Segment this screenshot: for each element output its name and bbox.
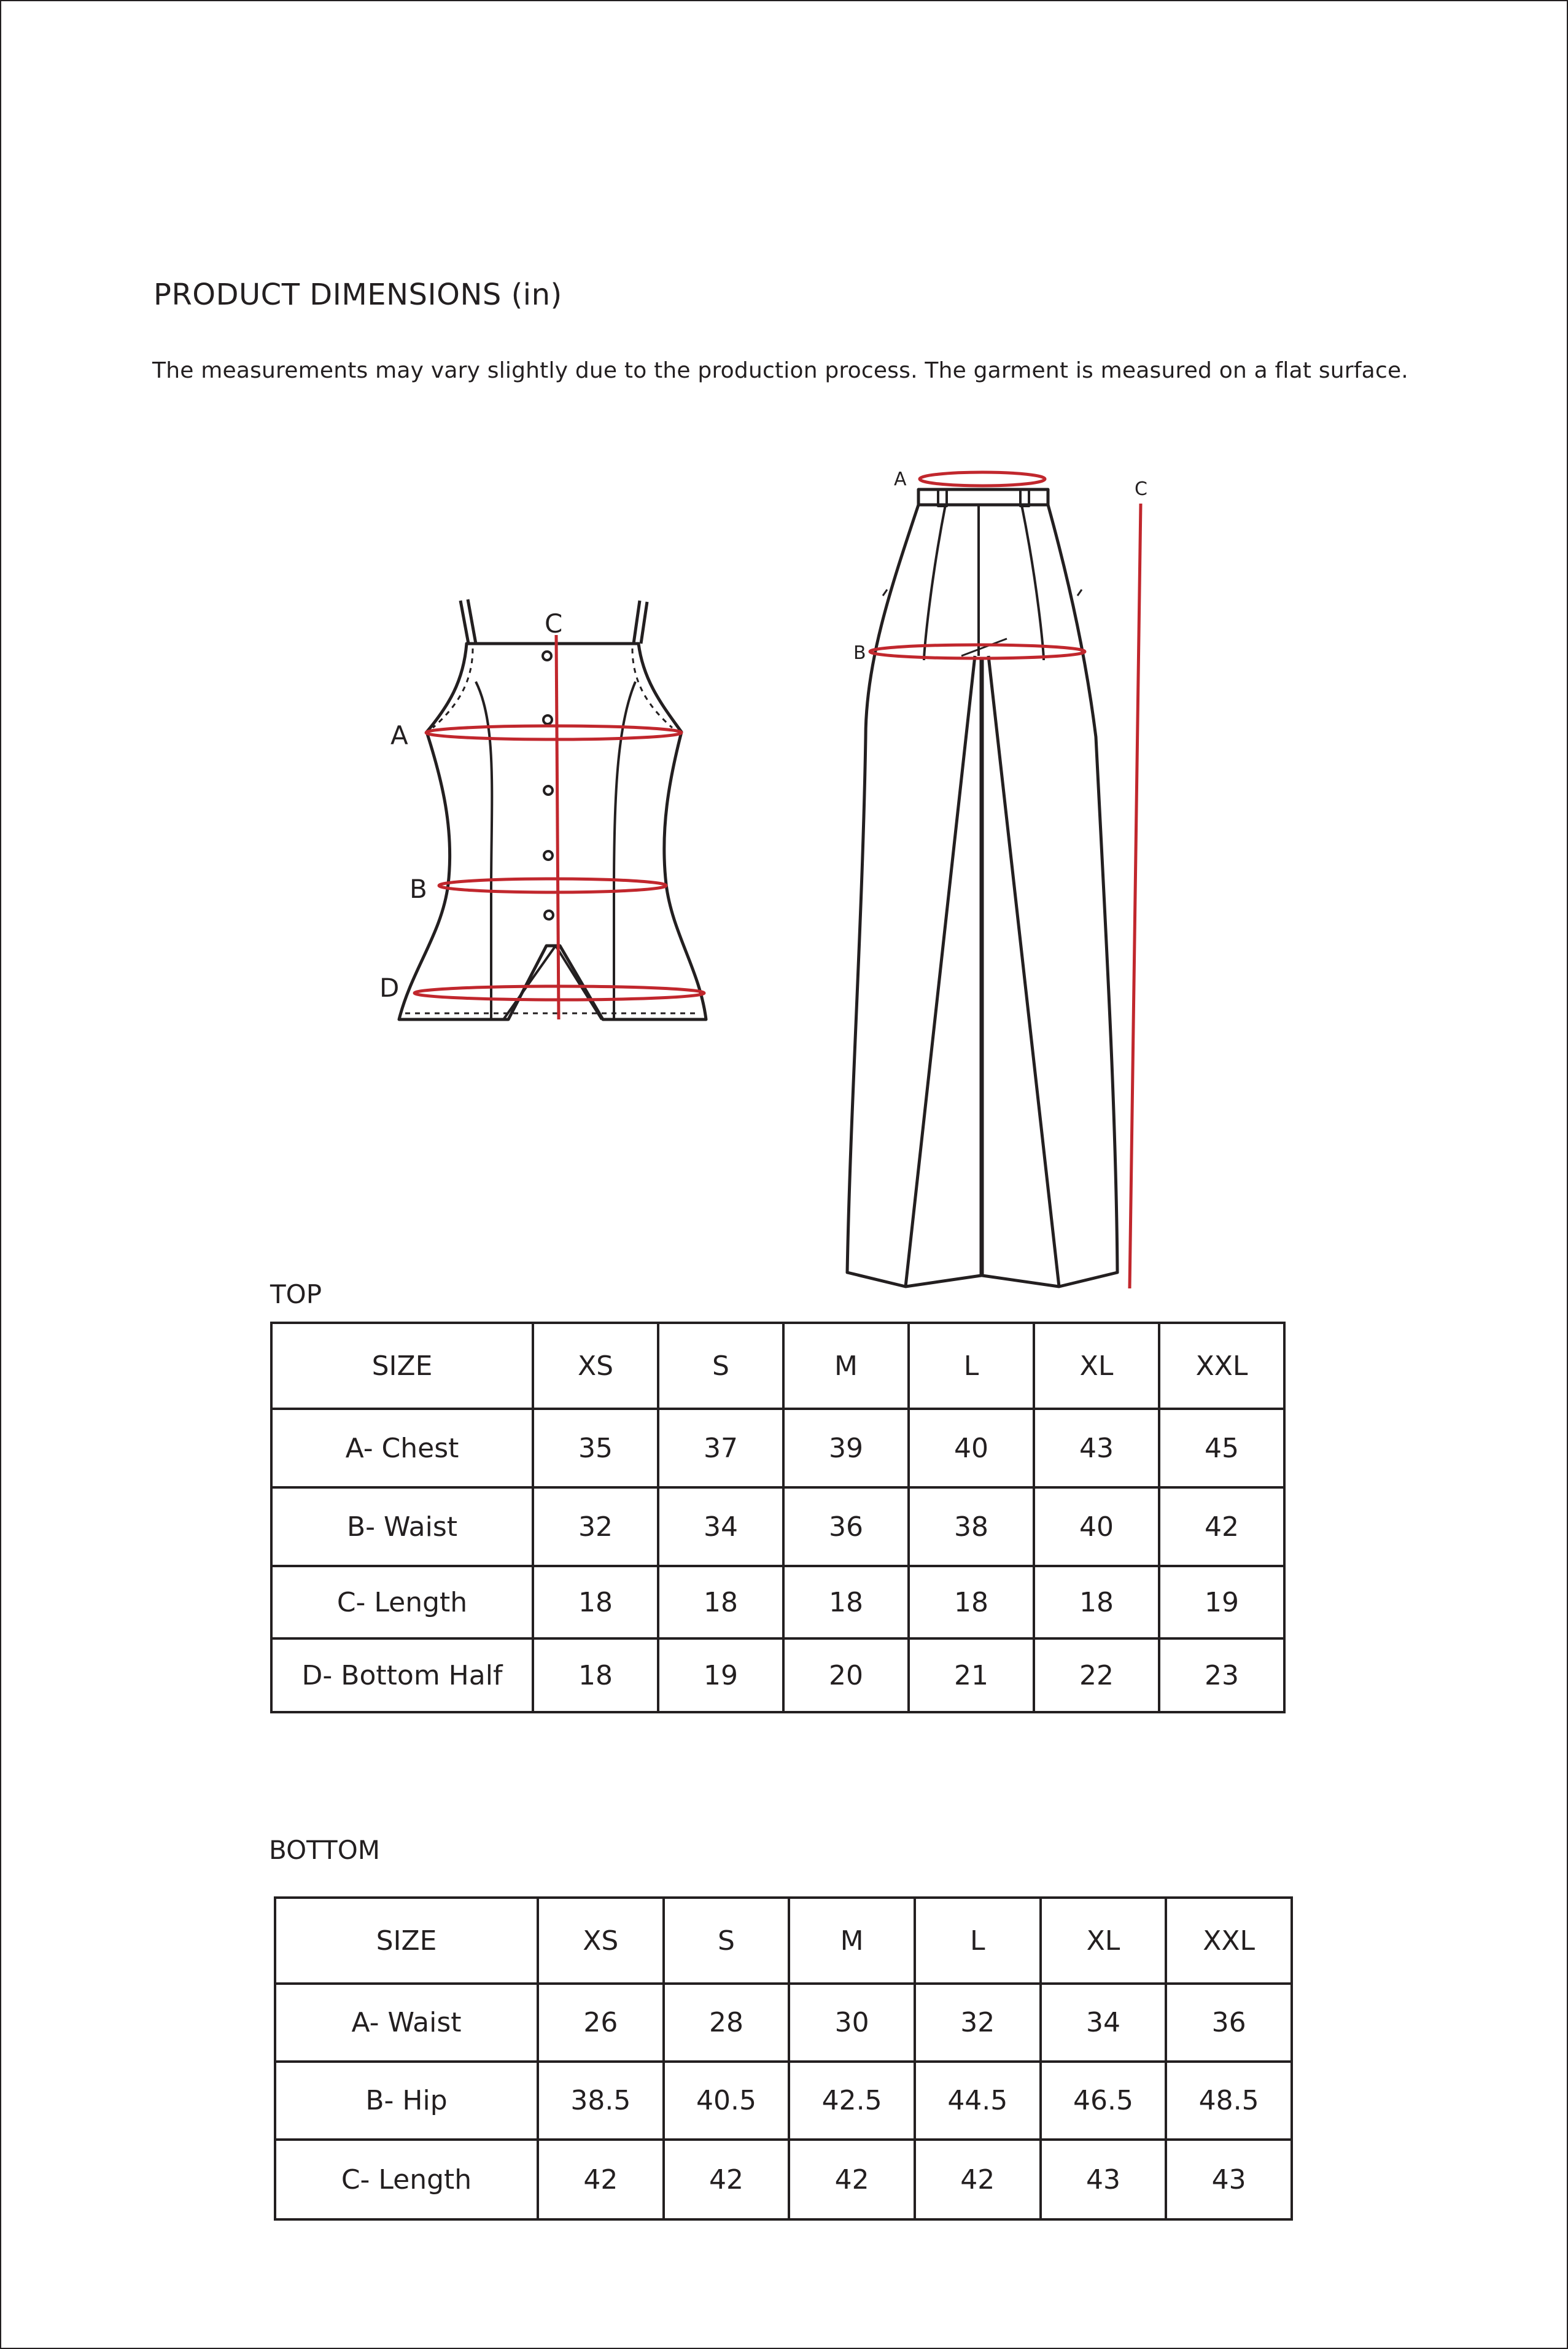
header-cell: XS: [538, 1898, 664, 1984]
top-measurement-lines: [414, 635, 704, 1019]
header-cell: SIZE: [271, 1323, 533, 1409]
table-cell: 26: [538, 1984, 664, 2062]
page-title: PRODUCT DIMENSIONS (in): [153, 278, 562, 312]
table-cell: 32: [915, 1984, 1041, 2062]
top-label-a: A: [390, 720, 408, 750]
header-cell: XXL: [1159, 1323, 1284, 1409]
table-cell: 19: [1159, 1566, 1284, 1638]
table-cell: 38: [909, 1487, 1034, 1566]
table-cell: 42: [664, 2140, 790, 2219]
table-cell: 28: [664, 1984, 790, 2062]
table-cell: 20: [783, 1638, 909, 1712]
table-cell: 38.5: [538, 2062, 664, 2140]
top-table-heading: TOP: [270, 1279, 322, 1309]
table-row: [271, 1566, 1284, 1638]
table-cell: 40: [1034, 1487, 1159, 1566]
header-cell: L: [909, 1323, 1034, 1409]
top-label-d: D: [379, 973, 400, 1003]
table-cell: 23: [1159, 1638, 1284, 1712]
table-cell: 36: [1166, 1984, 1292, 2062]
table-header-row: [275, 1898, 1292, 1984]
bottom-garment-illustration: [847, 489, 1117, 1287]
table-cell: 30: [789, 1984, 915, 2062]
table-cell: 42: [1159, 1487, 1284, 1566]
measurement-note: The measurements may vary slightly due to the production process. The garment is measured on a flat surface.: [152, 358, 1408, 383]
table-cell: 37: [658, 1409, 783, 1487]
top-diagram-labels: [379, 609, 562, 1003]
table-cell: 18: [909, 1566, 1034, 1638]
bottom-size-table: [274, 1896, 1293, 2221]
top-garment-illustration: [399, 599, 706, 1019]
row-label: A- Chest: [271, 1409, 533, 1487]
table-row: [275, 2140, 1292, 2219]
table-cell: 43: [1166, 2140, 1292, 2219]
header-cell: L: [915, 1898, 1041, 1984]
table-cell: 42.5: [789, 2062, 915, 2140]
table-cell: 44.5: [915, 2062, 1041, 2140]
table-row: [271, 1409, 1284, 1487]
table-cell: 18: [533, 1638, 658, 1712]
table-cell: 21: [909, 1638, 1034, 1712]
table-cell: 18: [658, 1566, 783, 1638]
table-cell: 43: [1041, 2140, 1166, 2219]
bottom-label-c: C: [1135, 478, 1147, 500]
table-cell: 40.5: [664, 2062, 790, 2140]
table-cell: 40: [909, 1409, 1034, 1487]
table-cell: 36: [783, 1487, 909, 1566]
header-cell: S: [658, 1323, 783, 1409]
top-label-c: C: [545, 609, 563, 639]
table-cell: 42: [789, 2140, 915, 2219]
table-cell: 34: [1041, 1984, 1166, 2062]
table-row: [271, 1487, 1284, 1566]
table-row: [275, 2062, 1292, 2140]
header-cell: SIZE: [275, 1898, 538, 1984]
top-size-table: [270, 1322, 1286, 1713]
table-cell: 45: [1159, 1409, 1284, 1487]
table-cell: 46.5: [1041, 2062, 1166, 2140]
table-row: [271, 1638, 1284, 1712]
table-cell: 42: [915, 2140, 1041, 2219]
bottom-measurement-lines: [870, 472, 1141, 1288]
row-label: D- Bottom Half: [271, 1638, 533, 1712]
table-cell: 39: [783, 1409, 909, 1487]
table-cell: 42: [538, 2140, 664, 2219]
bottom-table-heading: BOTTOM: [269, 1835, 381, 1865]
table-cell: 34: [658, 1487, 783, 1566]
bottom-label-b: B: [853, 642, 866, 664]
header-cell: S: [664, 1898, 790, 1984]
top-waist-line-b: [439, 879, 666, 892]
table-cell: 22: [1034, 1638, 1159, 1712]
table-cell: 19: [658, 1638, 783, 1712]
table-cell: 35: [533, 1409, 658, 1487]
row-label: B- Waist: [271, 1487, 533, 1566]
top-chest-line-a: [426, 726, 681, 739]
table-cell: 43: [1034, 1409, 1159, 1487]
top-length-line-c: [556, 635, 559, 1019]
table-cell: 48.5: [1166, 2062, 1292, 2140]
bottom-length-line-c: [1130, 504, 1141, 1288]
table-cell: 18: [1034, 1566, 1159, 1638]
header-cell: XL: [1034, 1323, 1159, 1409]
table-cell: 32: [533, 1487, 658, 1566]
top-label-b: B: [409, 874, 427, 904]
table-row: [275, 1984, 1292, 2062]
row-label: C- Length: [275, 2140, 538, 2219]
row-label: B- Hip: [275, 2062, 538, 2140]
bottom-label-a: A: [894, 469, 907, 490]
header-cell: M: [789, 1898, 915, 1984]
table-cell: 18: [533, 1566, 658, 1638]
header-cell: XXL: [1166, 1898, 1292, 1984]
row-label: A- Waist: [275, 1984, 538, 2062]
bottom-waist-line-a: [920, 472, 1045, 486]
table-cell: 18: [783, 1566, 909, 1638]
row-label: C- Length: [271, 1566, 533, 1638]
header-cell: M: [783, 1323, 909, 1409]
table-header-row: [271, 1323, 1284, 1409]
header-cell: XS: [533, 1323, 658, 1409]
header-cell: XL: [1041, 1898, 1166, 1984]
